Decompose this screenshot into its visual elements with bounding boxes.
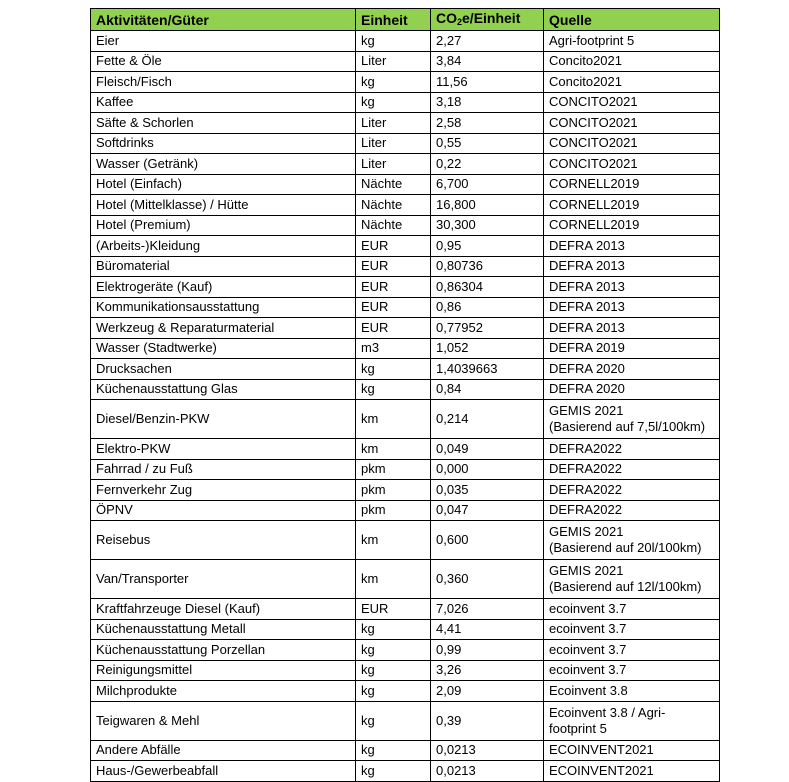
unit-cell: pkm [356, 459, 431, 480]
source-cell: CORNELL2019 [544, 174, 720, 195]
table-row [91, 256, 720, 277]
activity-cell: Werkzeug & Reparaturmaterial [91, 318, 356, 339]
table-row [91, 154, 720, 175]
unit-cell: Liter [356, 113, 431, 134]
co2-value-cell: 16,800 [431, 195, 544, 216]
activity-cell: Milchprodukte [91, 681, 356, 702]
co2-value-cell: 0,0213 [431, 761, 544, 782]
source-cell: CONCITO2021 [544, 113, 720, 134]
source-cell: Concito2021 [544, 72, 720, 93]
unit-cell: kg [356, 92, 431, 113]
source-cell: ecoinvent 3.7 [544, 619, 720, 640]
activity-cell: Softdrinks [91, 133, 356, 154]
co2-value-cell: 6,700 [431, 174, 544, 195]
unit-cell: EUR [356, 318, 431, 339]
co2-value-cell: 0,360 [431, 560, 544, 599]
unit-cell: kg [356, 619, 431, 640]
source-cell: DEFRA 2013 [544, 236, 720, 257]
unit-cell: EUR [356, 599, 431, 620]
co2-value-cell: 0,80736 [431, 256, 544, 277]
table-row [91, 681, 720, 702]
activity-cell: Säfte & Schorlen [91, 113, 356, 134]
activity-cell: Fette & Öle [91, 51, 356, 72]
table-row [91, 318, 720, 339]
table-body [91, 31, 720, 782]
co2-value-cell: 2,58 [431, 113, 544, 134]
table-row [91, 459, 720, 480]
source-cell: Ecoinvent 3.8 [544, 681, 720, 702]
table-row [91, 701, 720, 740]
emission-factors-table [90, 8, 720, 782]
table-row [91, 521, 720, 560]
table-row [91, 599, 720, 620]
co2-value-cell: 0,86 [431, 297, 544, 318]
unit-cell: Liter [356, 133, 431, 154]
activity-cell: Diesel/Benzin-PKW [91, 400, 356, 439]
activity-cell: Van/Transporter [91, 560, 356, 599]
source-name: GEMIS 2021 [549, 524, 624, 539]
activity-cell: ÖPNV [91, 500, 356, 521]
source-cell: ecoinvent 3.7 [544, 660, 720, 681]
unit-cell: kg [356, 681, 431, 702]
table-row [91, 338, 720, 359]
activity-cell: Kraftfahrzeuge Diesel (Kauf) [91, 599, 356, 620]
table-row [91, 72, 720, 93]
co2-value-cell: 0,39 [431, 701, 544, 740]
source-name: GEMIS 2021 [549, 403, 624, 418]
table-row [91, 215, 720, 236]
source-cell: Concito2021 [544, 51, 720, 72]
activity-cell: Haus-/Gewerbeabfall [91, 761, 356, 782]
source-cell: CONCITO2021 [544, 133, 720, 154]
table-row [91, 359, 720, 380]
unit-cell: Nächte [356, 174, 431, 195]
activity-cell: (Arbeits-)Kleidung [91, 236, 356, 257]
co2-value-cell: 0,77952 [431, 318, 544, 339]
source-cell: DEFRA 2013 [544, 297, 720, 318]
activity-cell: Hotel (Premium) [91, 215, 356, 236]
activity-cell: Hotel (Einfach) [91, 174, 356, 195]
source-note: (Basierend auf 20l/100km) [549, 540, 702, 555]
co2-value-cell: 3,26 [431, 660, 544, 681]
co2-value-cell: 0,214 [431, 400, 544, 439]
unit-cell: Liter [356, 154, 431, 175]
source-cell: ECOINVENT2021 [544, 761, 720, 782]
co2-value-cell: 11,56 [431, 72, 544, 93]
co2-value-cell: 7,026 [431, 599, 544, 620]
unit-cell: kg [356, 701, 431, 740]
activity-cell: Küchenausstattung Glas [91, 379, 356, 400]
co2-value-cell: 0,035 [431, 480, 544, 501]
unit-cell: kg [356, 31, 431, 52]
table-row [91, 113, 720, 134]
table-row [91, 619, 720, 640]
activity-cell: Fernverkehr Zug [91, 480, 356, 501]
table-row [91, 761, 720, 782]
co2-value-cell: 2,27 [431, 31, 544, 52]
activity-cell: Drucksachen [91, 359, 356, 380]
unit-cell: EUR [356, 277, 431, 298]
activity-cell: Fahrrad / zu Fuß [91, 459, 356, 480]
unit-cell: kg [356, 660, 431, 681]
unit-cell: Nächte [356, 195, 431, 216]
source-cell: DEFRA 2013 [544, 318, 720, 339]
table-row [91, 379, 720, 400]
table-row [91, 640, 720, 661]
activity-cell: Wasser (Stadtwerke) [91, 338, 356, 359]
co2-value-cell: 0,95 [431, 236, 544, 257]
source-cell: DEFRA 2020 [544, 359, 720, 380]
header-co2-prefix: CO [436, 9, 457, 26]
co2-value-cell: 0,99 [431, 640, 544, 661]
source-cell: CONCITO2021 [544, 92, 720, 113]
table-row [91, 400, 720, 439]
unit-cell: km [356, 439, 431, 460]
source-cell: ECOINVENT2021 [544, 740, 720, 761]
table-row [91, 51, 720, 72]
co2-value-cell: 4,41 [431, 619, 544, 640]
header-activity: Aktivitäten/Güter [91, 9, 356, 31]
unit-cell: kg [356, 379, 431, 400]
activity-cell: Kaffee [91, 92, 356, 113]
table-row [91, 31, 720, 52]
table-row [91, 660, 720, 681]
activity-cell: Elektrogeräte (Kauf) [91, 277, 356, 298]
activity-cell: Fleisch/Fisch [91, 72, 356, 93]
unit-cell: kg [356, 640, 431, 661]
source-cell: CORNELL2019 [544, 215, 720, 236]
activity-cell: Wasser (Getränk) [91, 154, 356, 175]
table-row [91, 92, 720, 113]
unit-cell: kg [356, 761, 431, 782]
source-name: Ecoinvent 3.8 / Agri- [549, 704, 666, 720]
header-unit: Einheit [356, 9, 431, 31]
activity-cell: Büromaterial [91, 256, 356, 277]
co2-value-cell: 1,4039663 [431, 359, 544, 380]
unit-cell: km [356, 560, 431, 599]
co2-value-cell: 2,09 [431, 681, 544, 702]
co2-value-cell: 0,047 [431, 500, 544, 521]
unit-cell: kg [356, 72, 431, 93]
header-source: Quelle [544, 9, 720, 31]
co2-value-cell: 30,300 [431, 215, 544, 236]
unit-cell: pkm [356, 500, 431, 521]
source-cell: Agri-footprint 5 [544, 31, 720, 52]
source-cell: DEFRA2022 [544, 459, 720, 480]
activity-cell: Eier [91, 31, 356, 52]
source-cell: DEFRA 2013 [544, 277, 720, 298]
activity-cell: Elektro-PKW [91, 439, 356, 460]
activity-cell: Küchenausstattung Metall [91, 619, 356, 640]
co2-value-cell: 0,86304 [431, 277, 544, 298]
activity-cell: Teigwaren & Mehl [91, 701, 356, 740]
table-row [91, 133, 720, 154]
source-note: footprint 5 [549, 720, 607, 736]
source-cell: CONCITO2021 [544, 154, 720, 175]
source-cell [544, 701, 720, 740]
activity-cell: Andere Abfälle [91, 740, 356, 761]
source-cell: DEFRA 2013 [544, 256, 720, 277]
co2-value-cell: 3,18 [431, 92, 544, 113]
unit-cell: EUR [356, 256, 431, 277]
header-row [91, 9, 720, 31]
unit-cell: km [356, 521, 431, 560]
source-cell: DEFRA 2020 [544, 379, 720, 400]
source-cell: DEFRA2022 [544, 480, 720, 501]
source-note: (Basierend auf 7,5l/100km) [549, 419, 706, 434]
header-co2-suffix: e/Einheit [462, 9, 521, 26]
table-row [91, 500, 720, 521]
activity-cell: Küchenausstattung Porzellan [91, 640, 356, 661]
activity-cell: Reinigungsmittel [91, 660, 356, 681]
source-note: (Basierend auf 12l/100km) [549, 579, 702, 594]
source-cell: DEFRA 2019 [544, 338, 720, 359]
source-cell [544, 560, 720, 599]
source-cell: DEFRA2022 [544, 439, 720, 460]
unit-cell: kg [356, 740, 431, 761]
activity-cell: Kommunikationsausstattung [91, 297, 356, 318]
co2-value-cell: 0,000 [431, 459, 544, 480]
table-row [91, 439, 720, 460]
table-row [91, 297, 720, 318]
unit-cell: kg [356, 359, 431, 380]
co2-value-cell: 0,55 [431, 133, 544, 154]
header-co2-per-unit [431, 9, 544, 31]
co2-value-cell: 3,84 [431, 51, 544, 72]
table-row [91, 236, 720, 257]
activity-cell: Reisebus [91, 521, 356, 560]
source-cell: ecoinvent 3.7 [544, 599, 720, 620]
activity-cell: Hotel (Mittelklasse) / Hütte [91, 195, 356, 216]
co2-value-cell: 0,0213 [431, 740, 544, 761]
header-co2-subscript: 2 [457, 16, 463, 27]
table-row [91, 480, 720, 501]
unit-cell: EUR [356, 297, 431, 318]
source-cell: ecoinvent 3.7 [544, 640, 720, 661]
unit-cell: Nächte [356, 215, 431, 236]
source-cell: CORNELL2019 [544, 195, 720, 216]
unit-cell: EUR [356, 236, 431, 257]
source-cell: DEFRA2022 [544, 500, 720, 521]
co2-value-cell: 0,049 [431, 439, 544, 460]
co2-value-cell: 0,22 [431, 154, 544, 175]
source-cell [544, 400, 720, 439]
co2-value-cell: 0,600 [431, 521, 544, 560]
table-row [91, 174, 720, 195]
table-row [91, 740, 720, 761]
unit-cell: Liter [356, 51, 431, 72]
unit-cell: m3 [356, 338, 431, 359]
table-row [91, 560, 720, 599]
co2-value-cell: 1,052 [431, 338, 544, 359]
source-cell [544, 521, 720, 560]
unit-cell: km [356, 400, 431, 439]
co2-value-cell: 0,84 [431, 379, 544, 400]
table-row [91, 195, 720, 216]
source-name: GEMIS 2021 [549, 563, 624, 578]
table-row [91, 277, 720, 298]
unit-cell: pkm [356, 480, 431, 501]
